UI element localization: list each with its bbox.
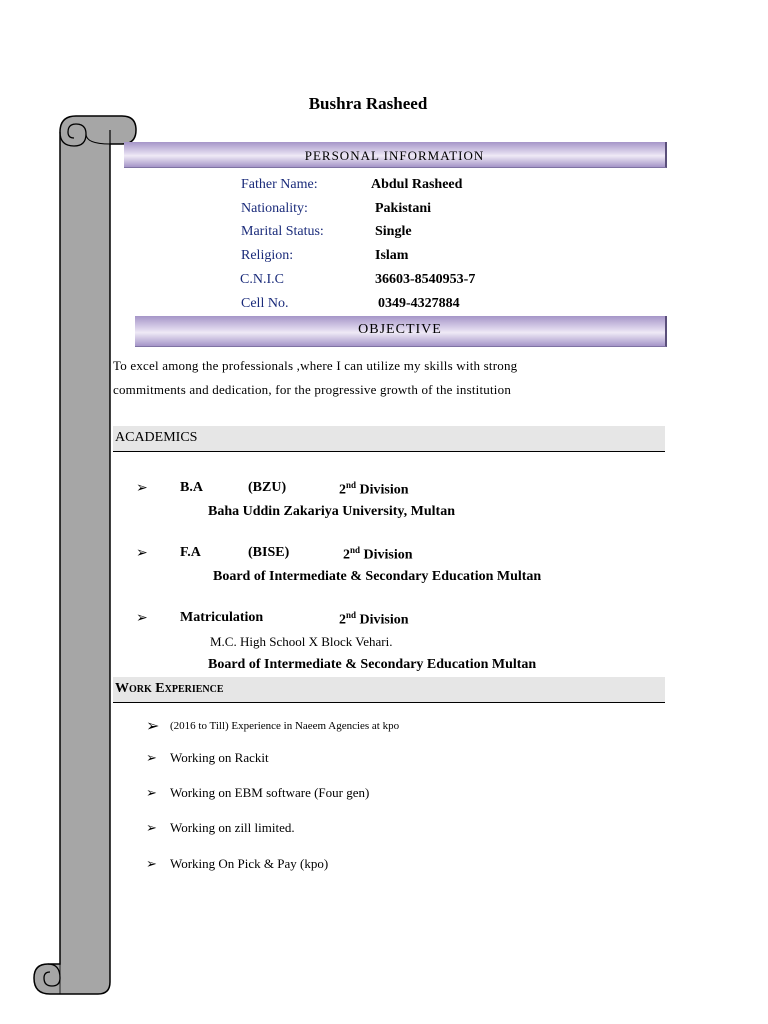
academic-degree: F.A xyxy=(180,545,201,560)
bullet-arrow-icon: ➢ xyxy=(146,750,157,765)
bullet-arrow-icon: ➢ xyxy=(146,820,157,835)
bullet-arrow-icon: ➢ xyxy=(146,718,160,735)
bullet-arrow-icon: ➢ xyxy=(146,856,157,871)
nationality-label: Nationality: xyxy=(241,201,308,216)
academic-institution: Board of Intermediate & Secondary Education Multan xyxy=(208,657,537,672)
father-name-label: Father Name: xyxy=(241,177,318,192)
personal-info-heading: PERSONAL INFORMATION xyxy=(304,148,485,163)
academic-board: (BISE) xyxy=(248,545,290,560)
religion-value: Islam xyxy=(375,248,409,263)
academic-institution: Board of Intermediate & Secondary Education Multan xyxy=(213,569,542,584)
work-item: Working On Pick & Pay (kpo) xyxy=(170,856,329,871)
bullet-arrow-icon: ➢ xyxy=(136,481,148,496)
cell-value: 0349-4327884 xyxy=(378,296,460,311)
academic-degree: Matriculation xyxy=(180,610,264,625)
work-item: Working on Rackit xyxy=(170,750,269,765)
academic-degree: B.A xyxy=(180,480,203,495)
academics-heading: ACADEMICS xyxy=(115,430,198,445)
objective-line-1: To excel among the professionals ,where I can utilize my skills with strong xyxy=(113,358,518,373)
work-experience-heading: Work Experience xyxy=(115,681,224,696)
father-name-value: Abdul Rasheed xyxy=(371,177,463,192)
bullet-arrow-icon: ➢ xyxy=(146,785,157,800)
bullet-arrow-icon: ➢ xyxy=(136,611,148,626)
work-experience-section-header xyxy=(113,677,665,703)
work-item: Working on zill limited. xyxy=(170,820,295,835)
candidate-name: Bushra Rasheed xyxy=(308,94,428,113)
objective-bar xyxy=(135,316,667,347)
work-item: (2016 to Till) Experience in Naeem Agencies at kpo xyxy=(170,720,400,732)
work-item: Working on EBM software (Four gen) xyxy=(170,785,370,800)
academic-division: 2nd Division xyxy=(339,610,409,628)
cell-label: Cell No. xyxy=(241,296,289,311)
marital-status-label: Marital Status: xyxy=(241,224,324,239)
objective-heading: OBJECTIVE xyxy=(358,322,442,337)
cnic-value: 36603-8540953-7 xyxy=(375,272,476,287)
academic-division: 2nd Division xyxy=(343,545,413,563)
academic-school: M.C. High School X Block Vehari. xyxy=(210,634,393,649)
academic-board: (BZU) xyxy=(248,480,287,495)
personal-info-bar xyxy=(124,142,667,168)
cnic-label: C.N.I.C xyxy=(240,272,284,287)
academics-section-header xyxy=(113,426,665,452)
religion-label: Religion: xyxy=(241,248,294,263)
academic-division: 2nd Division xyxy=(339,480,409,498)
nationality-value: Pakistani xyxy=(375,201,432,216)
bullet-arrow-icon: ➢ xyxy=(136,546,148,561)
academic-institution: Baha Uddin Zakariya University, Multan xyxy=(208,504,455,519)
objective-line-2: commitments and dedication, for the progressive growth of the institution xyxy=(113,382,512,397)
marital-status-value: Single xyxy=(375,224,412,239)
